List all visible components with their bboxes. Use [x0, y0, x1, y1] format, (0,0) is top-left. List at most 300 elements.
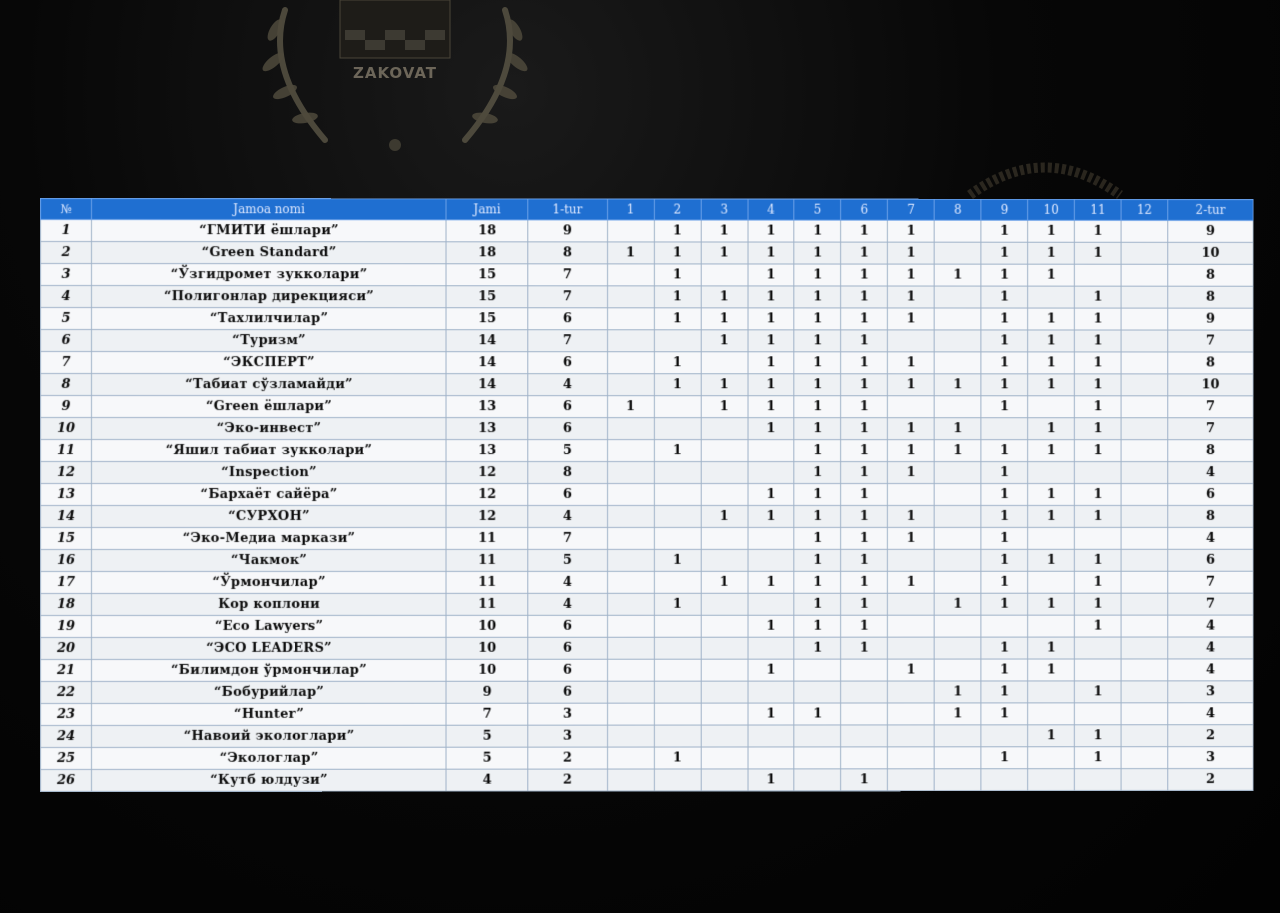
- question-score-cell: 1: [1028, 659, 1075, 681]
- question-score-cell: 1: [1075, 571, 1122, 593]
- question-score-cell: [1075, 659, 1122, 681]
- question-score-cell: 1: [888, 264, 935, 286]
- question-score-cell: [934, 396, 981, 418]
- question-score-cell: 1: [794, 242, 841, 264]
- question-score-cell: [1121, 220, 1168, 242]
- round1-total-cell: 5: [528, 549, 607, 571]
- question-score-cell: 1: [981, 286, 1028, 308]
- question-score-cell: 1: [841, 264, 888, 286]
- question-score-cell: [934, 549, 981, 571]
- team-name-cell: “Бобурийлар”: [92, 681, 447, 703]
- question-score-cell: [934, 352, 981, 374]
- round2-total-cell: 7: [1168, 593, 1253, 615]
- round1-total-cell: 6: [528, 352, 607, 374]
- table-row: [40, 396, 1253, 418]
- question-score-cell: [607, 659, 654, 681]
- question-score-cell: 1: [1075, 220, 1122, 242]
- question-score-cell: [607, 549, 654, 571]
- question-score-cell: [1121, 527, 1168, 549]
- total-cell: 15: [446, 264, 527, 286]
- total-cell: 13: [446, 396, 527, 418]
- question-score-cell: 1: [1028, 352, 1075, 374]
- question-score-cell: [1028, 527, 1075, 549]
- question-score-cell: [1121, 286, 1168, 308]
- question-score-cell: [701, 615, 748, 637]
- question-score-cell: [1121, 308, 1168, 330]
- question-score-cell: [654, 681, 701, 703]
- question-score-cell: 1: [654, 286, 701, 308]
- total-cell: 5: [446, 725, 527, 747]
- question-score-cell: 1: [1075, 396, 1122, 418]
- team-name-cell: “Бархаёт сайёра”: [92, 484, 447, 506]
- rank-cell: 20: [40, 637, 91, 659]
- total-cell: 15: [446, 286, 527, 308]
- question-score-cell: [934, 747, 981, 769]
- question-score-cell: 1: [888, 220, 935, 242]
- question-score-cell: [888, 637, 935, 659]
- column-header: 2-tur: [1168, 199, 1253, 220]
- question-score-cell: 1: [1075, 286, 1122, 308]
- question-score-cell: 1: [654, 747, 701, 769]
- team-name-cell: “Туризм”: [92, 330, 447, 352]
- table-row: [40, 264, 1253, 287]
- question-score-cell: 1: [981, 242, 1028, 264]
- question-score-cell: 1: [748, 659, 795, 681]
- question-score-cell: [654, 703, 701, 725]
- question-score-cell: 1: [1028, 484, 1075, 506]
- question-score-cell: [607, 571, 654, 593]
- table-row: [40, 330, 1253, 353]
- rank-cell: 7: [40, 352, 91, 374]
- round1-total-cell: 7: [528, 330, 607, 352]
- question-score-cell: 1: [748, 286, 795, 308]
- question-score-cell: [607, 527, 654, 549]
- question-score-cell: [1121, 396, 1168, 418]
- question-score-cell: [1028, 615, 1075, 637]
- question-score-cell: 1: [794, 440, 841, 462]
- question-score-cell: 1: [981, 681, 1028, 703]
- question-score-cell: [654, 330, 701, 352]
- rank-cell: 1: [40, 220, 91, 242]
- table-row: [40, 549, 1253, 571]
- round2-total-cell: 8: [1168, 505, 1253, 527]
- question-score-cell: [1121, 615, 1168, 637]
- rank-cell: 17: [40, 571, 91, 593]
- team-name-cell: “Green Standard”: [92, 242, 447, 264]
- table-row: [40, 418, 1253, 440]
- question-score-cell: 1: [981, 462, 1028, 484]
- question-score-cell: [841, 659, 888, 681]
- question-score-cell: 1: [888, 308, 935, 330]
- question-score-cell: [1121, 418, 1168, 440]
- question-score-cell: [934, 462, 981, 484]
- question-score-cell: [1075, 462, 1122, 484]
- rank-cell: 6: [40, 330, 91, 352]
- question-score-cell: 1: [1028, 264, 1075, 286]
- question-score-cell: [1121, 725, 1168, 747]
- question-score-cell: [607, 462, 654, 484]
- question-score-cell: 1: [841, 769, 888, 791]
- table-row: [40, 484, 1253, 506]
- round1-total-cell: 5: [528, 440, 607, 462]
- total-cell: 12: [446, 484, 527, 506]
- rank-cell: 9: [40, 396, 91, 418]
- team-name-cell: “Навоий экологлари”: [92, 725, 447, 747]
- round1-total-cell: 6: [528, 484, 607, 506]
- question-score-cell: [841, 703, 888, 725]
- round2-total-cell: 8: [1168, 264, 1253, 286]
- total-cell: 15: [446, 308, 527, 330]
- round1-total-cell: 9: [528, 220, 607, 242]
- rank-cell: 4: [40, 286, 91, 308]
- question-score-cell: 1: [981, 571, 1028, 593]
- rank-cell: 22: [40, 681, 91, 703]
- question-score-cell: 1: [1028, 374, 1075, 396]
- total-cell: 10: [446, 615, 527, 637]
- round2-total-cell: 3: [1168, 747, 1253, 769]
- total-cell: 14: [446, 352, 527, 374]
- column-header: 10: [1028, 199, 1075, 220]
- rank-cell: 15: [40, 527, 91, 549]
- question-score-cell: [934, 242, 981, 264]
- round1-total-cell: 6: [528, 615, 607, 637]
- question-score-cell: 1: [794, 330, 841, 352]
- team-name-cell: Кор коплони: [92, 593, 447, 615]
- question-score-cell: 1: [1075, 549, 1122, 571]
- question-score-cell: 1: [981, 527, 1028, 549]
- question-score-cell: [794, 769, 841, 791]
- question-score-cell: [654, 396, 701, 418]
- column-header: 2: [654, 199, 701, 220]
- rank-cell: 24: [40, 725, 91, 747]
- question-score-cell: 1: [841, 220, 888, 242]
- question-score-cell: 1: [1028, 418, 1075, 440]
- question-score-cell: [934, 330, 981, 352]
- standings-screen: [40, 198, 1254, 790]
- table-row: [40, 220, 1253, 243]
- question-score-cell: 1: [748, 703, 795, 725]
- question-score-cell: 1: [748, 308, 795, 330]
- column-header: №: [40, 199, 91, 220]
- round2-total-cell: 8: [1168, 286, 1253, 308]
- question-score-cell: 1: [701, 220, 748, 242]
- question-score-cell: [607, 615, 654, 637]
- team-name-cell: “ЭСО LEADERS”: [92, 637, 447, 659]
- question-score-cell: 1: [1075, 615, 1122, 637]
- question-score-cell: [748, 440, 795, 462]
- round2-total-cell: 8: [1168, 352, 1253, 374]
- team-name-cell: “Табиат сўзламайди”: [92, 374, 447, 396]
- question-score-cell: 1: [841, 352, 888, 374]
- question-score-cell: 1: [888, 505, 935, 527]
- question-score-cell: [607, 681, 654, 703]
- question-score-cell: 1: [654, 220, 701, 242]
- rank-cell: 8: [40, 374, 91, 396]
- table-row: [40, 462, 1253, 484]
- question-score-cell: 1: [841, 374, 888, 396]
- round2-total-cell: 4: [1168, 462, 1253, 484]
- question-score-cell: [1121, 769, 1168, 791]
- question-score-cell: [981, 769, 1028, 791]
- question-score-cell: [607, 264, 654, 286]
- question-score-cell: [934, 220, 981, 242]
- question-score-cell: [1121, 242, 1168, 264]
- question-score-cell: [934, 769, 981, 791]
- question-score-cell: [607, 440, 654, 462]
- question-score-cell: [1028, 462, 1075, 484]
- rank-cell: 21: [40, 659, 91, 681]
- team-name-cell: “Green ёшлари”: [92, 396, 447, 418]
- round2-total-cell: 9: [1168, 308, 1253, 330]
- question-score-cell: [1121, 637, 1168, 659]
- column-header: 12: [1121, 199, 1168, 220]
- question-score-cell: 1: [748, 418, 795, 440]
- question-score-cell: [1121, 593, 1168, 615]
- column-header: 11: [1075, 199, 1122, 220]
- question-score-cell: [888, 681, 935, 703]
- rank-cell: 16: [40, 549, 91, 571]
- total-cell: 14: [446, 374, 527, 396]
- question-score-cell: 1: [888, 242, 935, 264]
- question-score-cell: [701, 352, 748, 374]
- question-score-cell: [701, 440, 748, 462]
- logo-text: ZAKOVAT: [352, 64, 438, 82]
- question-score-cell: [607, 505, 654, 527]
- question-score-cell: [654, 637, 701, 659]
- question-score-cell: 1: [794, 308, 841, 330]
- question-score-cell: 1: [841, 527, 888, 549]
- question-score-cell: 1: [1028, 505, 1075, 527]
- question-score-cell: [888, 549, 935, 571]
- question-score-cell: 1: [1075, 330, 1122, 352]
- question-score-cell: 1: [701, 374, 748, 396]
- table-row: [40, 725, 1253, 748]
- question-score-cell: [934, 484, 981, 506]
- question-score-cell: [1121, 330, 1168, 352]
- question-score-cell: 1: [934, 681, 981, 703]
- question-score-cell: [934, 286, 981, 308]
- rank-cell: 19: [40, 615, 91, 637]
- total-cell: 18: [446, 220, 527, 242]
- question-score-cell: [1075, 769, 1122, 791]
- table-row: [40, 308, 1253, 331]
- total-cell: 14: [446, 330, 527, 352]
- question-score-cell: [607, 703, 654, 725]
- question-score-cell: 1: [794, 615, 841, 637]
- round1-total-cell: 3: [528, 703, 607, 725]
- question-score-cell: 1: [888, 352, 935, 374]
- question-score-cell: 1: [841, 396, 888, 418]
- question-score-cell: [607, 374, 654, 396]
- question-score-cell: [934, 505, 981, 527]
- question-score-cell: 1: [841, 571, 888, 593]
- question-score-cell: 1: [888, 440, 935, 462]
- question-score-cell: 1: [794, 571, 841, 593]
- round1-total-cell: 2: [528, 747, 607, 769]
- question-score-cell: 1: [794, 505, 841, 527]
- round1-total-cell: 6: [528, 637, 607, 659]
- question-score-cell: 1: [794, 703, 841, 725]
- rank-cell: 10: [40, 418, 91, 440]
- question-score-cell: [701, 462, 748, 484]
- table-row: [40, 769, 1253, 792]
- question-score-cell: 1: [701, 330, 748, 352]
- total-cell: 13: [446, 440, 527, 462]
- question-score-cell: [701, 637, 748, 659]
- team-name-cell: “ГМИТИ ёшлари”: [92, 220, 447, 242]
- question-score-cell: 1: [981, 659, 1028, 681]
- total-cell: 7: [446, 703, 527, 725]
- round2-total-cell: 3: [1168, 681, 1253, 703]
- question-score-cell: 1: [934, 703, 981, 725]
- question-score-cell: 1: [981, 220, 1028, 242]
- question-score-cell: 1: [794, 484, 841, 506]
- question-score-cell: [888, 703, 935, 725]
- question-score-cell: 1: [1028, 440, 1075, 462]
- round1-total-cell: 2: [528, 769, 607, 791]
- total-cell: 18: [446, 242, 527, 264]
- round2-total-cell: 4: [1168, 659, 1253, 681]
- round2-total-cell: 7: [1168, 571, 1253, 593]
- round2-total-cell: 9: [1168, 220, 1253, 242]
- question-score-cell: 1: [748, 242, 795, 264]
- column-header: 3: [701, 199, 748, 220]
- question-score-cell: 1: [654, 440, 701, 462]
- round1-total-cell: 6: [528, 308, 607, 330]
- total-cell: 12: [446, 462, 527, 484]
- question-score-cell: 1: [794, 374, 841, 396]
- question-score-cell: [1075, 527, 1122, 549]
- zakovat-logo: [245, 0, 545, 160]
- question-score-cell: 1: [1075, 725, 1122, 747]
- question-score-cell: 1: [607, 242, 654, 264]
- round2-total-cell: 7: [1168, 396, 1253, 418]
- question-score-cell: [1028, 703, 1075, 725]
- question-score-cell: [748, 593, 795, 615]
- question-score-cell: [1121, 703, 1168, 725]
- total-cell: 11: [446, 593, 527, 615]
- total-cell: 11: [446, 571, 527, 593]
- question-score-cell: 1: [794, 462, 841, 484]
- question-score-cell: 1: [981, 505, 1028, 527]
- question-score-cell: 1: [794, 264, 841, 286]
- question-score-cell: [888, 330, 935, 352]
- question-score-cell: 1: [748, 264, 795, 286]
- question-score-cell: [607, 769, 654, 791]
- round2-total-cell: 10: [1168, 374, 1253, 396]
- question-score-cell: [888, 396, 935, 418]
- team-name-cell: “Hunter”: [92, 703, 447, 725]
- question-score-cell: 1: [748, 615, 795, 637]
- question-score-cell: [841, 725, 888, 747]
- round1-total-cell: 7: [528, 527, 607, 549]
- question-score-cell: [888, 484, 935, 506]
- question-score-cell: 1: [1075, 352, 1122, 374]
- question-score-cell: [654, 418, 701, 440]
- round2-total-cell: 6: [1168, 549, 1253, 571]
- question-score-cell: 1: [701, 286, 748, 308]
- question-score-cell: 1: [748, 330, 795, 352]
- round2-total-cell: 10: [1168, 242, 1253, 264]
- team-name-cell: “Чакмок”: [92, 549, 447, 571]
- question-score-cell: [1028, 769, 1075, 791]
- question-score-cell: 1: [981, 374, 1028, 396]
- round2-total-cell: 7: [1168, 418, 1253, 440]
- question-score-cell: 1: [841, 593, 888, 615]
- question-score-cell: 1: [1075, 374, 1122, 396]
- question-score-cell: 1: [888, 462, 935, 484]
- question-score-cell: [748, 549, 795, 571]
- team-name-cell: “Кутб юлдузи”: [92, 769, 447, 791]
- question-score-cell: 1: [794, 527, 841, 549]
- total-cell: 9: [446, 681, 527, 703]
- question-score-cell: 1: [841, 286, 888, 308]
- round2-total-cell: 4: [1168, 637, 1253, 659]
- table-row: [40, 615, 1253, 637]
- question-score-cell: 1: [888, 527, 935, 549]
- question-score-cell: 1: [748, 220, 795, 242]
- question-score-cell: 1: [654, 242, 701, 264]
- question-score-cell: [701, 769, 748, 791]
- question-score-cell: [1121, 374, 1168, 396]
- question-score-cell: 1: [794, 593, 841, 615]
- question-score-cell: [654, 571, 701, 593]
- question-score-cell: [1121, 352, 1168, 374]
- round1-total-cell: 3: [528, 725, 607, 747]
- total-cell: 10: [446, 637, 527, 659]
- question-score-cell: [748, 527, 795, 549]
- column-header: 5: [794, 199, 841, 220]
- rank-cell: 14: [40, 505, 91, 527]
- column-header: 7: [888, 199, 935, 220]
- question-score-cell: 1: [934, 418, 981, 440]
- question-score-cell: 1: [1028, 593, 1075, 615]
- round2-total-cell: 4: [1168, 703, 1253, 725]
- question-score-cell: [701, 703, 748, 725]
- question-score-cell: [654, 725, 701, 747]
- question-score-cell: 1: [981, 703, 1028, 725]
- question-score-cell: 1: [841, 308, 888, 330]
- question-score-cell: 1: [1028, 637, 1075, 659]
- emblem-icon: [960, 150, 1130, 200]
- question-score-cell: [1075, 703, 1122, 725]
- question-score-cell: [1121, 747, 1168, 769]
- question-score-cell: 1: [981, 593, 1028, 615]
- question-score-cell: [654, 484, 701, 506]
- team-name-cell: “Эко-инвест”: [92, 418, 447, 440]
- round1-total-cell: 7: [528, 264, 607, 286]
- team-name-cell: “Inspection”: [92, 462, 447, 484]
- team-name-cell: “Ўрмончилар”: [92, 571, 447, 593]
- question-score-cell: 1: [981, 352, 1028, 374]
- question-score-cell: [607, 352, 654, 374]
- question-score-cell: [1121, 549, 1168, 571]
- standings-table: [40, 198, 1254, 792]
- rank-cell: 5: [40, 308, 91, 330]
- question-score-cell: 1: [654, 264, 701, 286]
- question-score-cell: [1121, 440, 1168, 462]
- question-score-cell: [607, 593, 654, 615]
- question-score-cell: 1: [748, 571, 795, 593]
- question-score-cell: [841, 747, 888, 769]
- question-score-cell: 1: [748, 769, 795, 791]
- question-score-cell: 1: [794, 396, 841, 418]
- question-score-cell: 1: [1028, 242, 1075, 264]
- question-score-cell: 1: [934, 374, 981, 396]
- table-row: [40, 440, 1253, 462]
- round1-total-cell: 8: [528, 462, 607, 484]
- question-score-cell: [1121, 681, 1168, 703]
